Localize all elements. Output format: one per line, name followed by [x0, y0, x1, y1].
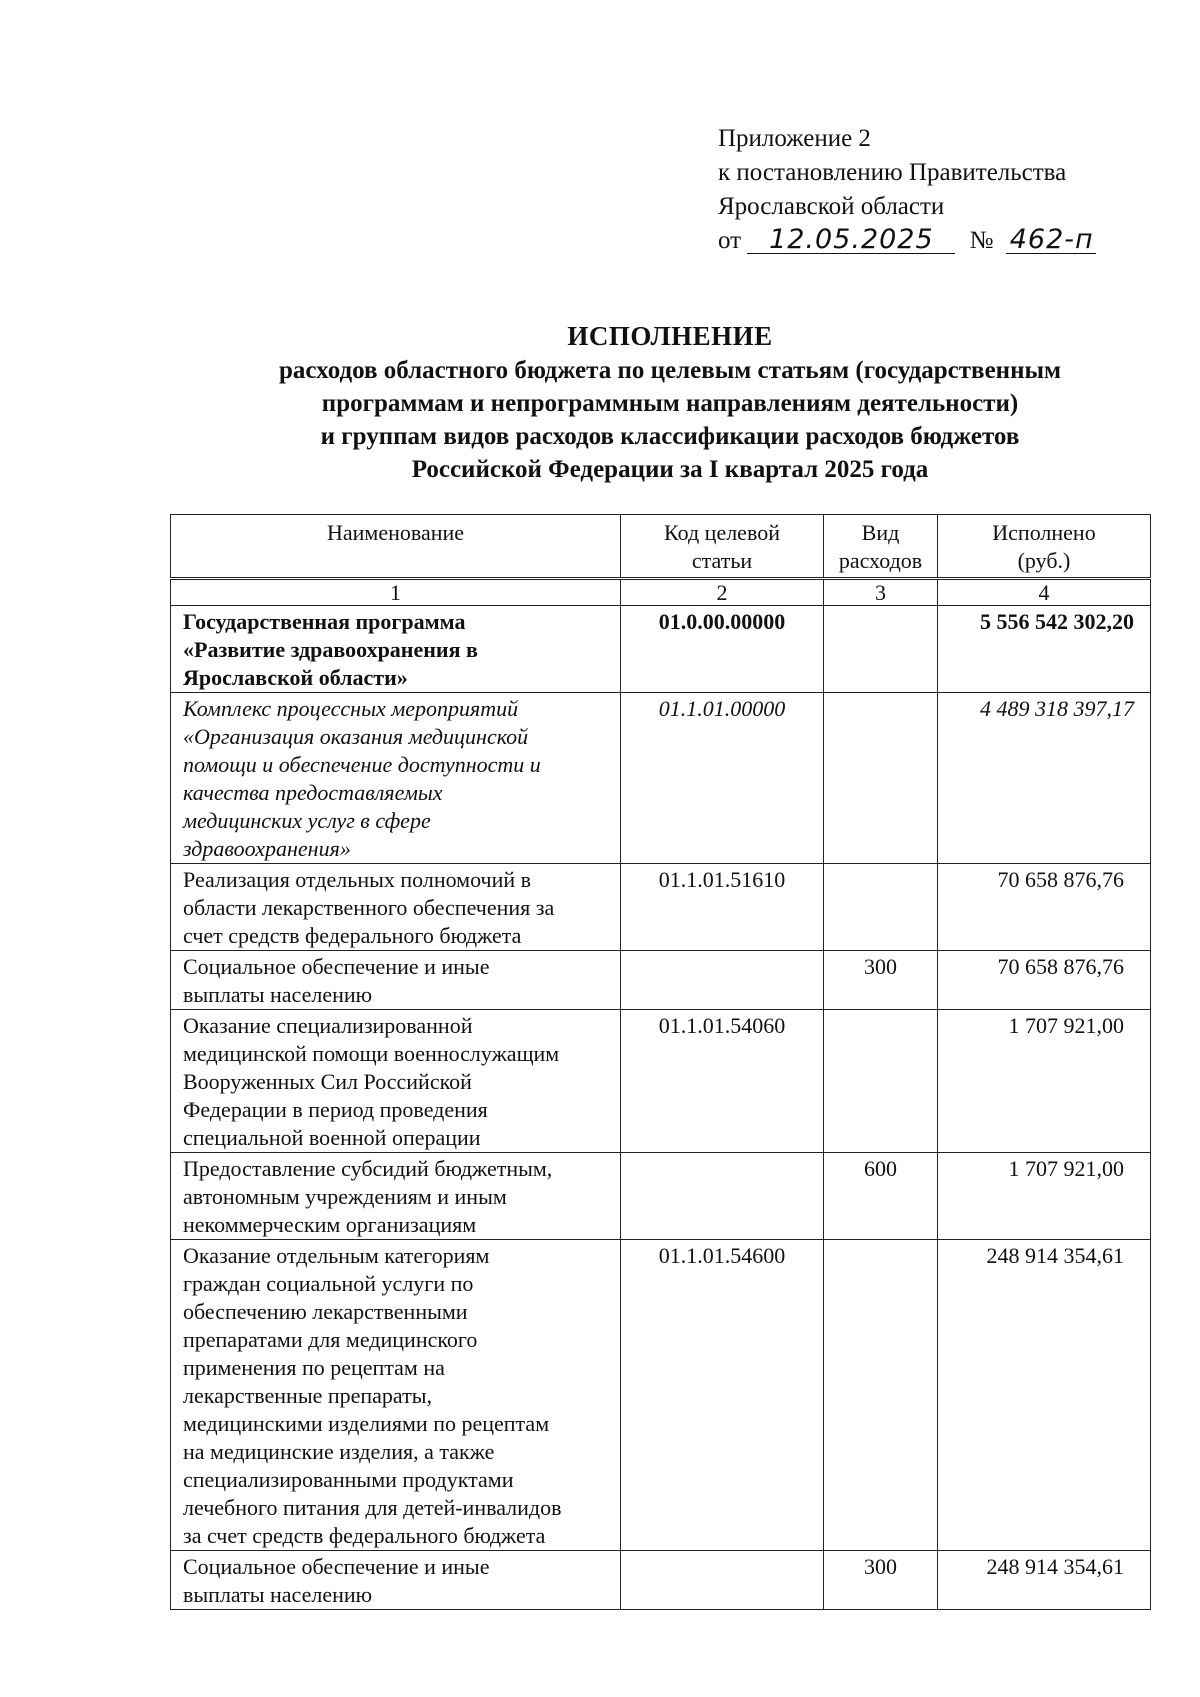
title-line-3: и группам видов расходов классификации расходов бюджетов: [320, 423, 1020, 450]
row-vid: 600: [824, 1153, 938, 1240]
row-name: Социальное обеспечение и иные выплаты населению: [171, 1551, 621, 1610]
number-label: №: [969, 227, 994, 254]
row-code: 01.1.01.54060: [621, 1010, 824, 1153]
row-name: Социальное обеспечение и иные выплаты населению: [171, 951, 621, 1010]
row-name: Комплекс процессных мероприятий «Организация оказания медицинской помощи и обеспечение доступности и качества предоставляемых медицинских услуг в сфере здравоохранения»: [171, 693, 621, 864]
annex-line-1: Приложение 2: [718, 125, 871, 152]
title-main: ИСПОЛНЕНИЕ: [567, 321, 773, 351]
header-code: Код целевой статьи: [621, 515, 824, 579]
column-number: 3: [824, 579, 938, 606]
annex-block: [718, 122, 1096, 258]
row-vid: [824, 1240, 938, 1551]
table-row: [171, 864, 1151, 951]
header-name: Наименование: [171, 515, 621, 579]
handwritten-date: 12.05.2025: [747, 227, 955, 254]
title-line-1: расходов областного бюджета по целевым статьям (государственным: [278, 357, 1062, 384]
row-vid: 300: [824, 951, 938, 1010]
column-number-row: [171, 579, 1151, 606]
column-number: 1: [171, 579, 621, 606]
table-row: [171, 1153, 1151, 1240]
row-amount: 5 556 542 302,20: [938, 606, 1151, 693]
title-line-4: Российской Федерации за I квартал 2025 года: [411, 456, 929, 483]
from-label: от: [718, 227, 742, 254]
row-amount: 1 707 921,00: [938, 1153, 1151, 1240]
row-vid: [824, 606, 938, 693]
annex-line-2: к постановлению Правительства: [718, 159, 1067, 186]
table-row: [171, 951, 1151, 1010]
row-code: 01.0.00.00000: [621, 606, 824, 693]
header-vid: Вид расходов: [824, 515, 938, 579]
annex-line-3: Ярославской области: [718, 193, 945, 220]
row-vid: [824, 1010, 938, 1153]
table-row: [171, 1551, 1151, 1610]
row-vid: [824, 693, 938, 864]
row-name: Предоставление субсидий бюджетным, автономным учреждениям и иным некоммерческим организациям: [171, 1153, 621, 1240]
row-name: Реализация отдельных полномочий в области лекарственного обеспечения за счет средств федерального бюджета: [171, 864, 621, 951]
row-name: Оказание специализированной медицинской помощи военнослужащим Вооруженных Сил Российской Федерации в период проведения специальной военной операции: [171, 1010, 621, 1153]
row-vid: [824, 864, 938, 951]
row-code: 01.1.01.00000: [621, 693, 824, 864]
table-row: [171, 693, 1151, 864]
document-title: [170, 318, 1170, 486]
row-code: [621, 951, 824, 1010]
row-code: [621, 1551, 824, 1610]
row-amount: 4 489 318 397,17: [938, 693, 1151, 864]
row-code: [621, 1153, 824, 1240]
budget-table: [170, 514, 1151, 1610]
row-amount: 248 914 354,61: [938, 1240, 1151, 1551]
annex-date-line: [718, 224, 1096, 258]
column-number: 4: [938, 579, 1151, 606]
handwritten-number: 462-п: [1006, 227, 1096, 254]
row-amount: 70 658 876,76: [938, 951, 1151, 1010]
column-number: 2: [621, 579, 824, 606]
table-row: [171, 1240, 1151, 1551]
row-name: Оказание отдельным категориям граждан социальной услуги по обеспечению лекарственными препаратами для медицинского применения по рецептам на лекарственные препараты, медицинскими изделиями по рецептам на медицинские изделия, а также специализированными продуктами лечебного питания для детей-инвалидов за счет средств федерального бюджета: [171, 1240, 621, 1551]
table-row: [171, 606, 1151, 693]
header-amount: Исполнено (руб.): [938, 515, 1151, 579]
row-name: Государственная программа «Развитие здравоохранения в Ярославской области»: [171, 606, 621, 693]
row-amount: 248 914 354,61: [938, 1551, 1151, 1610]
row-code: 01.1.01.54600: [621, 1240, 824, 1551]
row-amount: 70 658 876,76: [938, 864, 1151, 951]
title-line-2: программам и непрограммным направлениям деятельности): [321, 390, 1019, 417]
row-amount: 1 707 921,00: [938, 1010, 1151, 1153]
row-code: 01.1.01.51610: [621, 864, 824, 951]
row-vid: 300: [824, 1551, 938, 1610]
table-header-row: [171, 515, 1151, 579]
table-row: [171, 1010, 1151, 1153]
